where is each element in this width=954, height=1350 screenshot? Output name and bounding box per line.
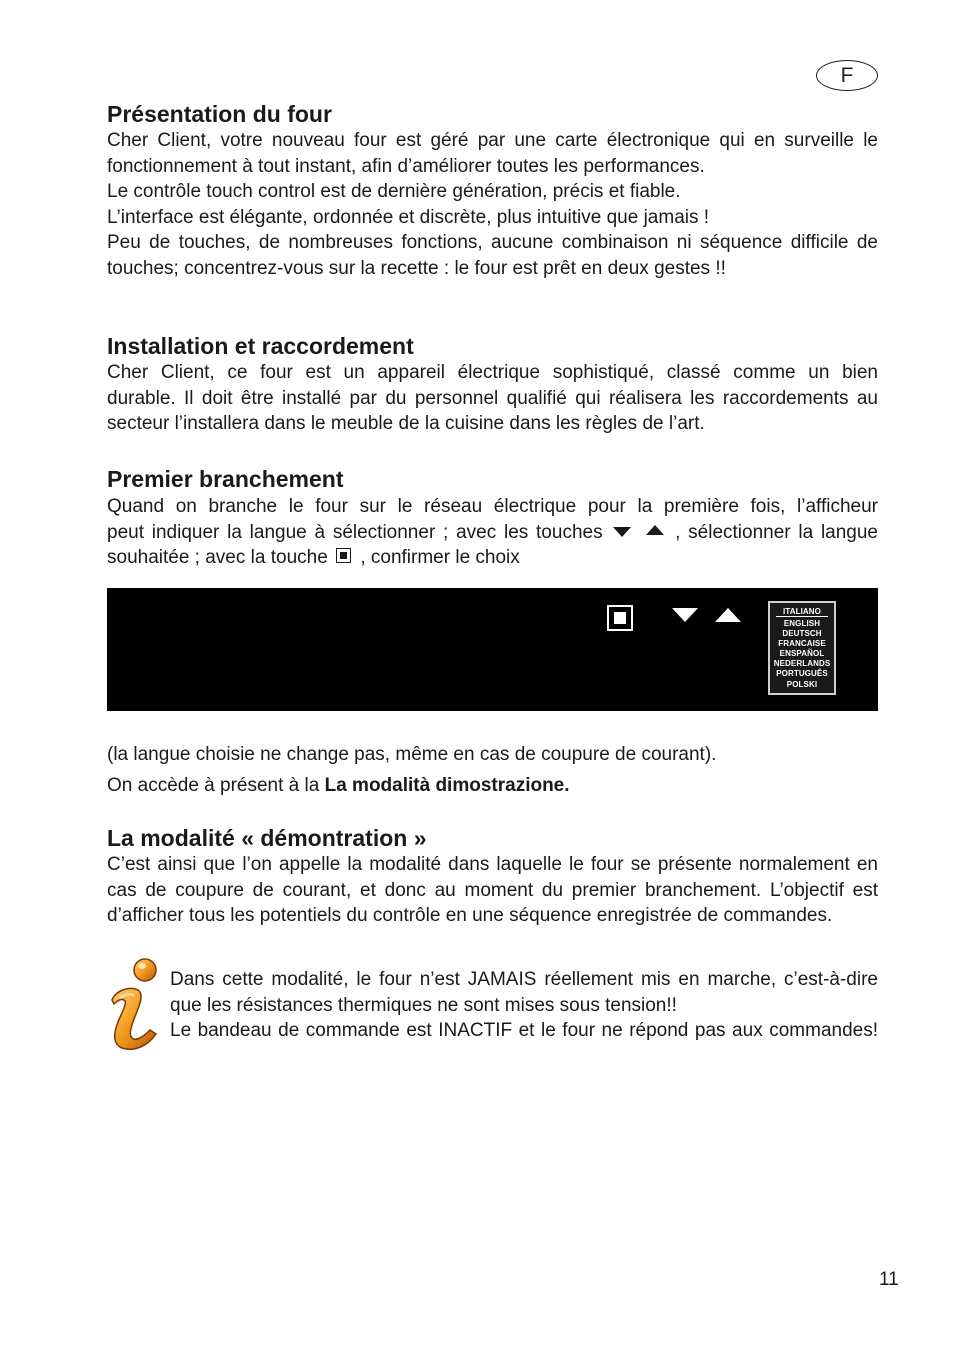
section-body-presentation xyxy=(107,128,878,281)
body-line xyxy=(107,545,878,571)
language-option: FRANCAISE xyxy=(778,639,826,649)
body-text: , sélectionner la langue xyxy=(675,521,878,543)
body-text: peut indiquer la langue à sélectionner ; avec les touches xyxy=(107,521,603,543)
control-panel-illustration xyxy=(107,588,878,711)
language-option: POLSKI xyxy=(786,679,818,689)
arrow-down-icon xyxy=(613,527,631,537)
body-line: Le contrôle touch control est de dernière génération, précis et fiable. xyxy=(107,181,681,202)
section-title-first-connection: Premier branchement xyxy=(107,466,344,492)
body-line: Le bandeau de commande est INACTIF et le four ne répond pas aux commandes! xyxy=(170,1020,878,1041)
body-line: Cher Client, votre nouveau four est géré par une carte électronique qui en surveille le xyxy=(107,130,878,151)
language-persistence-note: (la langue choisie ne change pas, même en cas de coupure de courant). xyxy=(107,744,717,765)
language-option: NEDERLANDS xyxy=(773,659,831,669)
section-body-first-connection xyxy=(107,494,878,571)
section-body-installation xyxy=(107,360,878,437)
language-option: PORTUGUÊS xyxy=(776,669,828,679)
body-line: L’interface est élégante, ordonnée et discrète, plus intuitive que jamais ! xyxy=(107,206,710,228)
language-badge: F xyxy=(816,60,878,91)
language-option-selected: ITALIANO xyxy=(776,607,828,617)
body-line xyxy=(107,520,878,546)
body-line: fonctionnement à tout instant, afin d’améliorer toutes les performances. xyxy=(107,155,705,177)
info-note-text xyxy=(170,967,878,1044)
body-line: Peu de touches, de nombreuses fonctions, aucune combinaison ni séquence difficile de xyxy=(107,232,878,253)
body-line: secteur l’installera dans le meuble de la cuisine dans les règles de l’art. xyxy=(107,413,705,434)
section-body-demo-mode xyxy=(107,852,878,929)
section-title-demo-mode: La modalité « démontration » xyxy=(107,825,427,851)
body-text: , confirmer le choix xyxy=(360,547,520,568)
body-line: Quand on branche le four sur le réseau électrique pour la première fois, l’afficheur xyxy=(107,496,878,517)
demo-mode-access xyxy=(107,773,878,799)
body-line: que les résistances thermiques ne sont mises sous tension!! xyxy=(170,994,677,1016)
arrow-down-icon xyxy=(672,608,698,622)
body-line: touches; concentrez-vous sur la recette : le four est prêt en deux gestes !! xyxy=(107,257,726,279)
language-display xyxy=(768,601,836,695)
body-line: d’afficher tous les potentiels du contrôle en une séquence enregistrée de commandes. xyxy=(107,905,833,926)
page-number: 11 xyxy=(879,1269,899,1290)
section-title-installation: Installation et raccordement xyxy=(107,333,414,359)
body-text: On accède à présent à la xyxy=(107,775,325,796)
info-icon xyxy=(106,956,162,1052)
arrow-up-icon xyxy=(646,525,664,535)
body-line: durable. Il doit être installé par du personnel qualifié qui réalisera les raccordements au xyxy=(107,387,878,409)
body-text: souhaitée ; avec la touche xyxy=(107,547,328,568)
body-line: cas de coupure de courant, et donc au moment du premier branchement. L’objectif est xyxy=(107,879,878,901)
section-title-presentation: Présentation du four xyxy=(107,101,332,127)
arrow-up-icon xyxy=(715,608,741,622)
body-line: Dans cette modalité, le four n’est JAMAIS réellement mis en marche, c’est-à-dire xyxy=(170,969,878,990)
body-line: C’est ainsi que l’on appelle la modalité dans laquelle le four se présente normalement en xyxy=(107,854,878,875)
language-option: DEUTSCH xyxy=(782,629,822,639)
language-option: ENSPAÑOL xyxy=(779,649,825,659)
language-option: ENGLISH xyxy=(783,619,821,628)
confirm-key-icon xyxy=(336,548,351,563)
demo-mode-name: La modalità dimostrazione. xyxy=(324,775,570,796)
confirm-key-icon xyxy=(607,605,633,631)
body-line: Cher Client, ce four est un appareil électrique sophistiqué, classé comme un bien xyxy=(107,362,878,383)
